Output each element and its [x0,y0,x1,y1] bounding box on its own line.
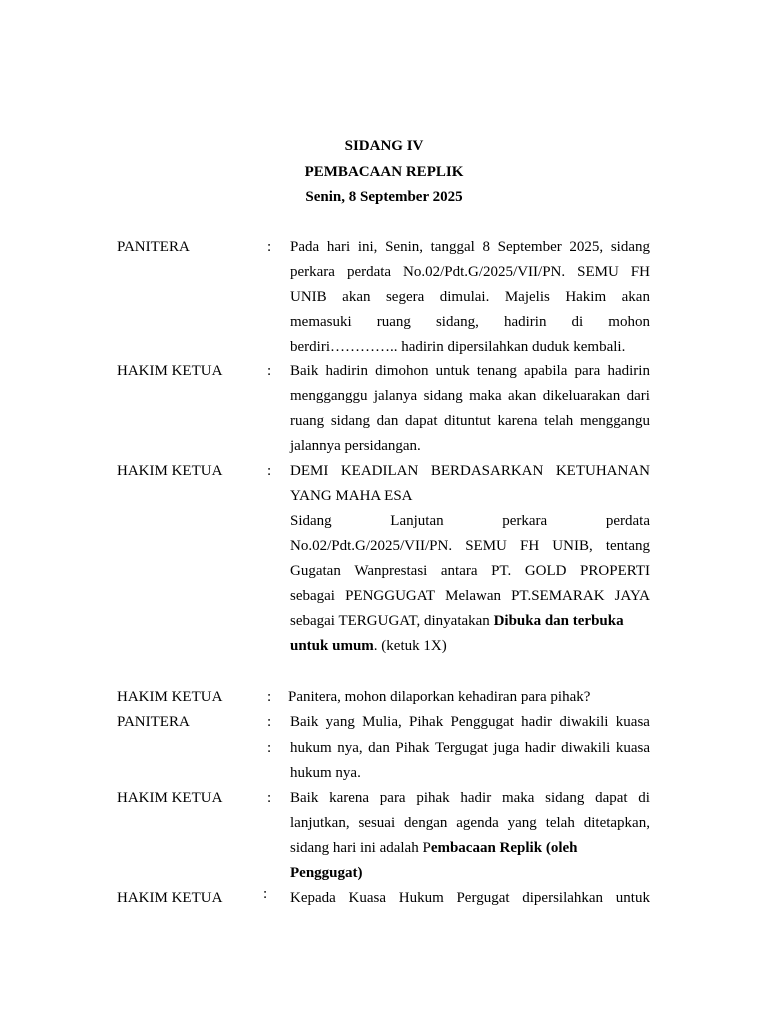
dialogue-line: sebagai TERGUGAT, dinyatakan Dibuka dan terbuka [290,613,624,629]
dialogue-line [290,538,650,555]
word: perkara [502,513,548,529]
word: akan [621,289,650,305]
word: Kepada [290,890,336,906]
speaker-label: PANITERA [117,239,190,255]
word: memasuki [290,314,352,330]
word: BERDASARKAN [430,463,544,479]
dialogue-line [290,740,650,757]
word: hukum [290,740,332,756]
speaker-label: HAKIM KETUA [117,363,223,379]
word: karena [497,413,538,429]
word: segera [385,289,425,305]
bold-phrase: untuk umum [290,638,374,654]
dialogue-line [290,314,650,331]
document-title: SIDANG IV [344,138,424,154]
dialogue-line: sidang hari ini adalah Pembacaan Replik (oleh [290,840,578,856]
word: Gugatan [290,563,341,579]
dialogue-line [290,289,650,306]
word: sidang [610,239,650,255]
word: mohon [608,314,650,330]
word: Melawan [445,588,501,604]
word: Hakim [565,289,607,305]
word: juga [493,740,520,756]
dialogue-line [290,714,650,731]
word: PENGGUGAT [345,588,436,604]
word: dipersilahkan [522,890,604,906]
dialogue-line [290,264,650,281]
word: hadir [524,740,556,756]
dialogue-line [290,588,650,605]
word: PT.SEMARAK [511,588,605,604]
word: sidang [423,388,463,404]
dialogue-line: untuk umum. (ketuk 1X) [290,638,447,654]
word: nya, [337,740,363,756]
word: Pihak [409,714,444,730]
word: FH [520,538,540,554]
word: maka [469,388,502,404]
colon-separator: : [267,740,272,756]
word: dengan [404,815,448,831]
word: UNIB [290,289,327,305]
word: Tergugat [435,740,488,756]
word: para [574,363,601,379]
word: KETUHANAN [555,463,650,479]
word: Pihak [395,740,430,756]
document-date: Senin, 8 September 2025 [305,189,463,205]
word: 8 [482,239,490,255]
word: Lanjutan [390,513,444,529]
dialogue-line: jalannya persidangan. [290,438,421,454]
word: No.02/Pdt.G/2025/VII/PN. [403,264,566,280]
word: UNIB, [552,538,593,554]
word: Wanprestasi [354,563,428,579]
word: hadirin [607,363,650,379]
word: No.02/Pdt.G/2025/VII/PN. [290,538,453,554]
word: sidang [330,413,370,429]
dialogue-line [290,388,650,405]
document-subtitle: PEMBACAAN REPLIK [304,164,464,180]
word: dapat [595,790,628,806]
word: PROPERTI [580,563,650,579]
word: sebagai [290,588,335,604]
word: tentang [605,538,650,554]
dialogue-line [290,815,650,832]
word: GOLD [524,563,567,579]
word: SEMU [465,538,507,554]
dialogue-line: berdiri………….. hadirin dipersilahkan duduk kembali. [290,339,626,355]
word: KEADILAN [340,463,419,479]
dialogue-line [290,790,650,807]
speaker-label: HAKIM KETUA [117,790,223,806]
word: maka [501,790,535,806]
word: karena [329,790,370,806]
word: tenang [476,363,517,379]
word: untuk [435,363,470,379]
word: akan [508,388,537,404]
word: dimohon [375,363,429,379]
word: 2025, [569,239,604,255]
word: menggangu [579,413,650,429]
dialogue-line [290,865,650,882]
dialogue-line [290,239,650,256]
word: FH [630,264,650,280]
word: dan [368,740,390,756]
dialogue-line: Panitera, mohon dilaporkan kehadiran para pihak? [288,689,591,705]
word: Baik [290,714,319,730]
word: Penggugat [450,714,514,730]
word: Sidang [290,513,332,529]
colon-separator: : [267,790,272,806]
word: telah [544,413,574,429]
bold-phrase: Dibuka dan terbuka [493,613,624,629]
word: hadir [460,790,492,806]
word: perdata [605,513,650,529]
word: Pada [290,239,320,255]
word: sesuai [358,815,396,831]
dialogue-line [290,513,650,530]
dialogue-line [290,363,650,380]
colon-separator: : [267,463,272,479]
word: yang [507,815,537,831]
dialogue-line [290,413,650,430]
dialogue-line [290,463,650,480]
word: sidang, [435,314,479,330]
word: SEMU [577,264,619,280]
word: dari [626,388,650,404]
dialogue-line: hukum nya. [290,765,361,781]
word: di [571,314,584,330]
word: pihak [416,790,450,806]
word: lanjutkan, [290,815,350,831]
word: kuasa [615,740,650,756]
word: dapat [405,413,438,429]
word: kuasa [615,714,650,730]
word: Mulia, [362,714,402,730]
word: Kuasa [348,890,387,906]
word: telah [545,815,575,831]
bold-phrase: Penggugat) [290,865,363,881]
speaker-label: PANITERA [117,714,190,730]
word: untuk [615,890,650,906]
word: perdata [346,264,392,280]
word: ditetapkan, [583,815,650,831]
word: ruang [290,413,325,429]
word: PT. [491,563,512,579]
word: Hukum [398,890,444,906]
word: sidang [545,790,585,806]
word: September [497,239,562,255]
colon-separator: : [267,689,272,705]
word: Majelis [504,289,550,305]
word: para [379,790,406,806]
dialogue-line [290,563,650,580]
word: hadirin [325,363,368,379]
word: agenda [456,815,499,831]
word: hadirin [503,314,547,330]
word: ini, [357,239,378,255]
word: apabila [524,363,568,379]
word: tanggal [430,239,475,255]
speaker-label: HAKIM KETUA [117,463,223,479]
colon-separator: : [263,886,268,902]
word: diwakili [561,740,611,756]
word: ruang [376,314,411,330]
word: dan [376,413,399,429]
word: DEMI [290,463,329,479]
word: hadir [521,714,552,730]
dialogue-line: YANG MAHA ESA [290,488,413,504]
word: dituntut [444,413,491,429]
word: perkara [290,264,335,280]
speaker-label: HAKIM KETUA [117,689,223,705]
colon-separator: : [267,239,272,255]
word: mengganggu [290,388,368,404]
colon-separator: : [267,363,272,379]
word: di [638,790,650,806]
word: JAYA [614,588,650,604]
colon-separator: : [267,714,272,730]
word: Pergugat [456,890,510,906]
word: Baik [290,363,319,379]
word: akan [342,289,371,305]
word: Senin, [385,239,423,255]
word: diwakili [559,714,609,730]
dialogue-line [290,890,650,907]
word: Baik [290,790,319,806]
word: yang [325,714,355,730]
word: hari [326,239,351,255]
speaker-label: HAKIM KETUA [117,890,223,906]
word: dimulai. [439,289,490,305]
word: antara [440,563,478,579]
word: jalanya [373,388,418,404]
word: dikeluarakan [542,388,621,404]
bold-phrase: embacaan Replik (oleh [430,840,578,856]
